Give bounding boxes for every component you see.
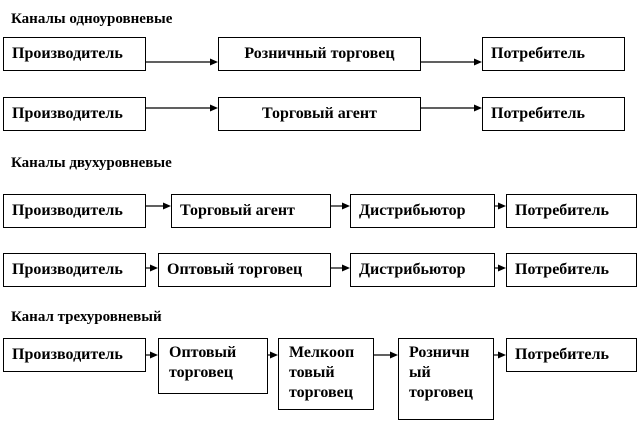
section-heading-one-level: Каналы одноуровневые xyxy=(11,11,173,27)
node-sales-agent: Торговый агент xyxy=(171,194,331,228)
arrowhead xyxy=(498,203,506,210)
node-line: Мелкооп xyxy=(289,344,355,361)
node-line: ый xyxy=(409,364,431,381)
arrowhead xyxy=(390,352,398,359)
arrowhead xyxy=(342,265,350,272)
node-sales-agent: Торговый агент xyxy=(218,97,421,131)
node-retailer: Розничный торговец xyxy=(218,37,421,71)
node-line: Оптовый xyxy=(169,344,237,361)
node-producer: Производитель xyxy=(3,97,146,131)
node-wholesaler-text xyxy=(169,343,236,383)
node-consumer: Потребитель xyxy=(506,253,637,287)
arrowhead xyxy=(150,265,158,272)
section-heading-two-level: Каналы двухуровневые xyxy=(11,155,172,171)
node-retailer xyxy=(398,338,494,420)
arrowhead xyxy=(210,59,218,66)
node-line: товый xyxy=(289,364,335,381)
arrowhead xyxy=(474,105,482,112)
section-heading-three-level: Канал трехуровневый xyxy=(11,309,162,325)
node-producer: Производитель xyxy=(3,338,146,372)
arrowhead xyxy=(342,203,350,210)
node-consumer: Потребитель xyxy=(482,37,625,71)
arrowhead xyxy=(474,59,482,66)
node-retailer-text xyxy=(409,343,473,403)
node-wholesaler: Оптовый торговец xyxy=(158,253,331,287)
node-producer: Производитель xyxy=(3,253,146,287)
node-line: торговец xyxy=(409,384,473,401)
arrowhead xyxy=(498,265,506,272)
node-small-wholesaler-text xyxy=(289,343,354,403)
node-producer: Производитель xyxy=(3,194,146,228)
node-consumer: Потребитель xyxy=(506,194,637,228)
node-distributor: Дистрибьютор xyxy=(350,253,495,287)
arrowhead xyxy=(210,105,218,112)
node-consumer: Потребитель xyxy=(506,338,637,372)
node-consumer: Потребитель xyxy=(482,97,625,131)
node-distributor: Дистрибьютор xyxy=(350,194,495,228)
arrowhead xyxy=(270,352,278,359)
arrowhead xyxy=(150,352,158,359)
node-line: торговец xyxy=(289,384,353,401)
node-producer: Производитель xyxy=(3,37,146,71)
node-line: торговец xyxy=(169,364,233,381)
node-wholesaler xyxy=(158,338,268,394)
node-line: Розничн xyxy=(409,344,470,361)
arrowhead xyxy=(498,352,506,359)
arrowhead xyxy=(163,203,171,210)
node-small-wholesaler xyxy=(278,338,374,410)
